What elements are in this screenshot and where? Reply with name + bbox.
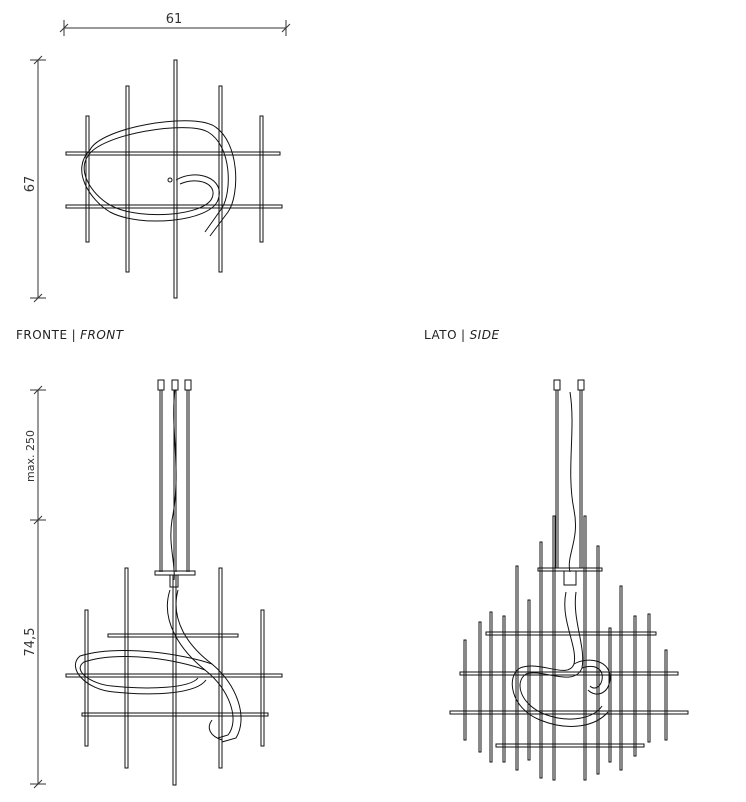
- width-dimension-label: 61: [165, 12, 183, 27]
- side-suspension: [538, 380, 602, 585]
- front-label-it: FRONTE: [16, 328, 68, 342]
- front-view: [23, 380, 282, 788]
- top-view: [23, 12, 290, 302]
- front-label-en: FRONT: [80, 328, 124, 342]
- front-glass-tube: [75, 590, 241, 742]
- top-glass-tube: [82, 121, 236, 236]
- body-dimension-label: 74,5: [23, 627, 38, 657]
- side-view: [450, 380, 688, 780]
- side-view-label: [424, 328, 500, 342]
- height-dimension-label: 67: [23, 175, 38, 193]
- side-label-en: SIDE: [469, 328, 500, 342]
- front-suspension: [155, 380, 195, 587]
- front-label-separator: |: [71, 328, 77, 342]
- side-vertical-rods: [464, 516, 667, 780]
- side-label-it: LATO: [424, 328, 458, 342]
- suspension-dimension-label: max. 250: [24, 430, 37, 482]
- side-horizontal-rods: [450, 632, 688, 747]
- front-view-label: [16, 328, 124, 342]
- top-vertical-rods: [86, 60, 263, 298]
- side-glass-tube: [512, 592, 610, 726]
- front-horizontal-rods: [66, 634, 282, 716]
- side-label-separator: |: [461, 328, 466, 342]
